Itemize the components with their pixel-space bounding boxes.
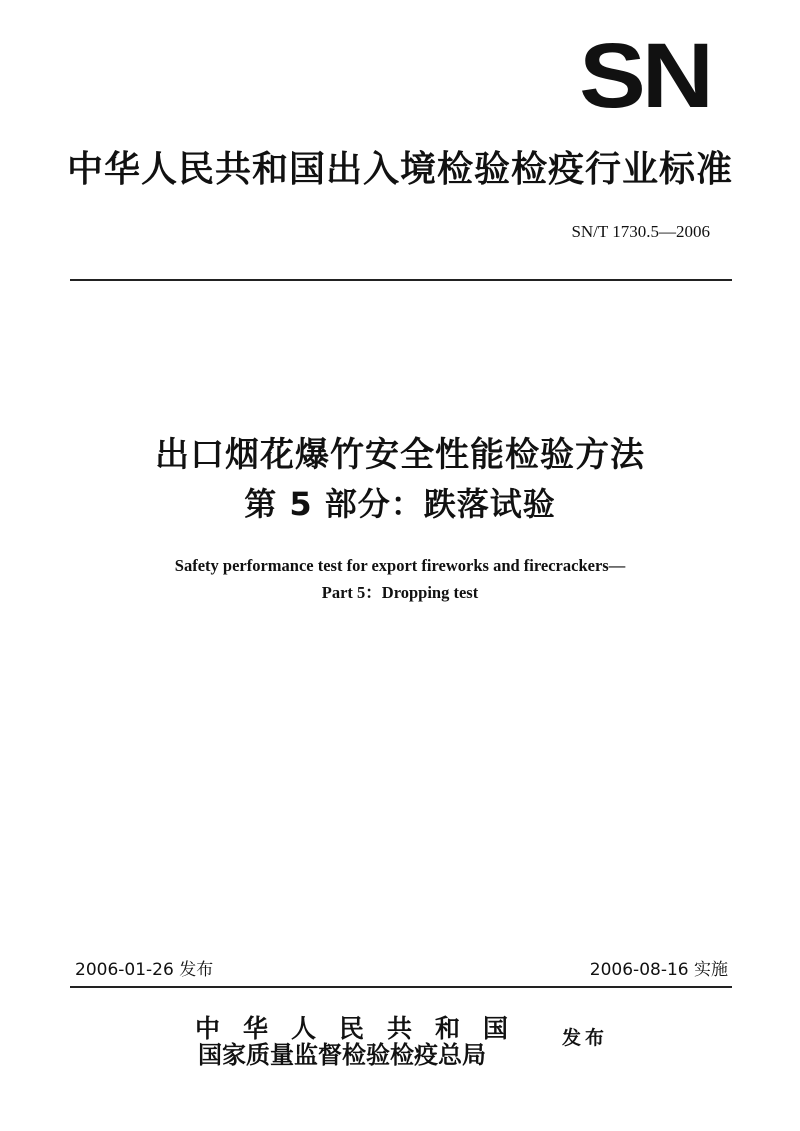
issue-date: 2006-01-26 发布 (75, 960, 214, 980)
header-divider (70, 279, 732, 281)
issuer-agency: 国家质量监督检验检疫总局 (198, 1040, 486, 1069)
standard-category: 中华人民共和国出入境检验检疫行业标准 (66, 149, 733, 190)
document-title-en: Safety performance test for export fireworks and firecrackers— (174, 556, 626, 575)
implement-date: 2006-08-16 实施 (589, 960, 728, 980)
document-title-cn: 出口烟花爆竹安全性能检验方法 (155, 435, 645, 475)
footer-divider (70, 986, 732, 988)
document-subtitle-cn: 第 5 部分：跌落试验 (244, 485, 556, 523)
sn-logo: SN (579, 24, 710, 128)
publish-label: 发布 (562, 1027, 609, 1049)
document-subtitle-en: Part 5：Dropping test (321, 583, 479, 602)
issuer-country: 中华人民共和国 (195, 1014, 532, 1043)
standard-code: SN/T 1730.5—2006 (571, 222, 710, 241)
